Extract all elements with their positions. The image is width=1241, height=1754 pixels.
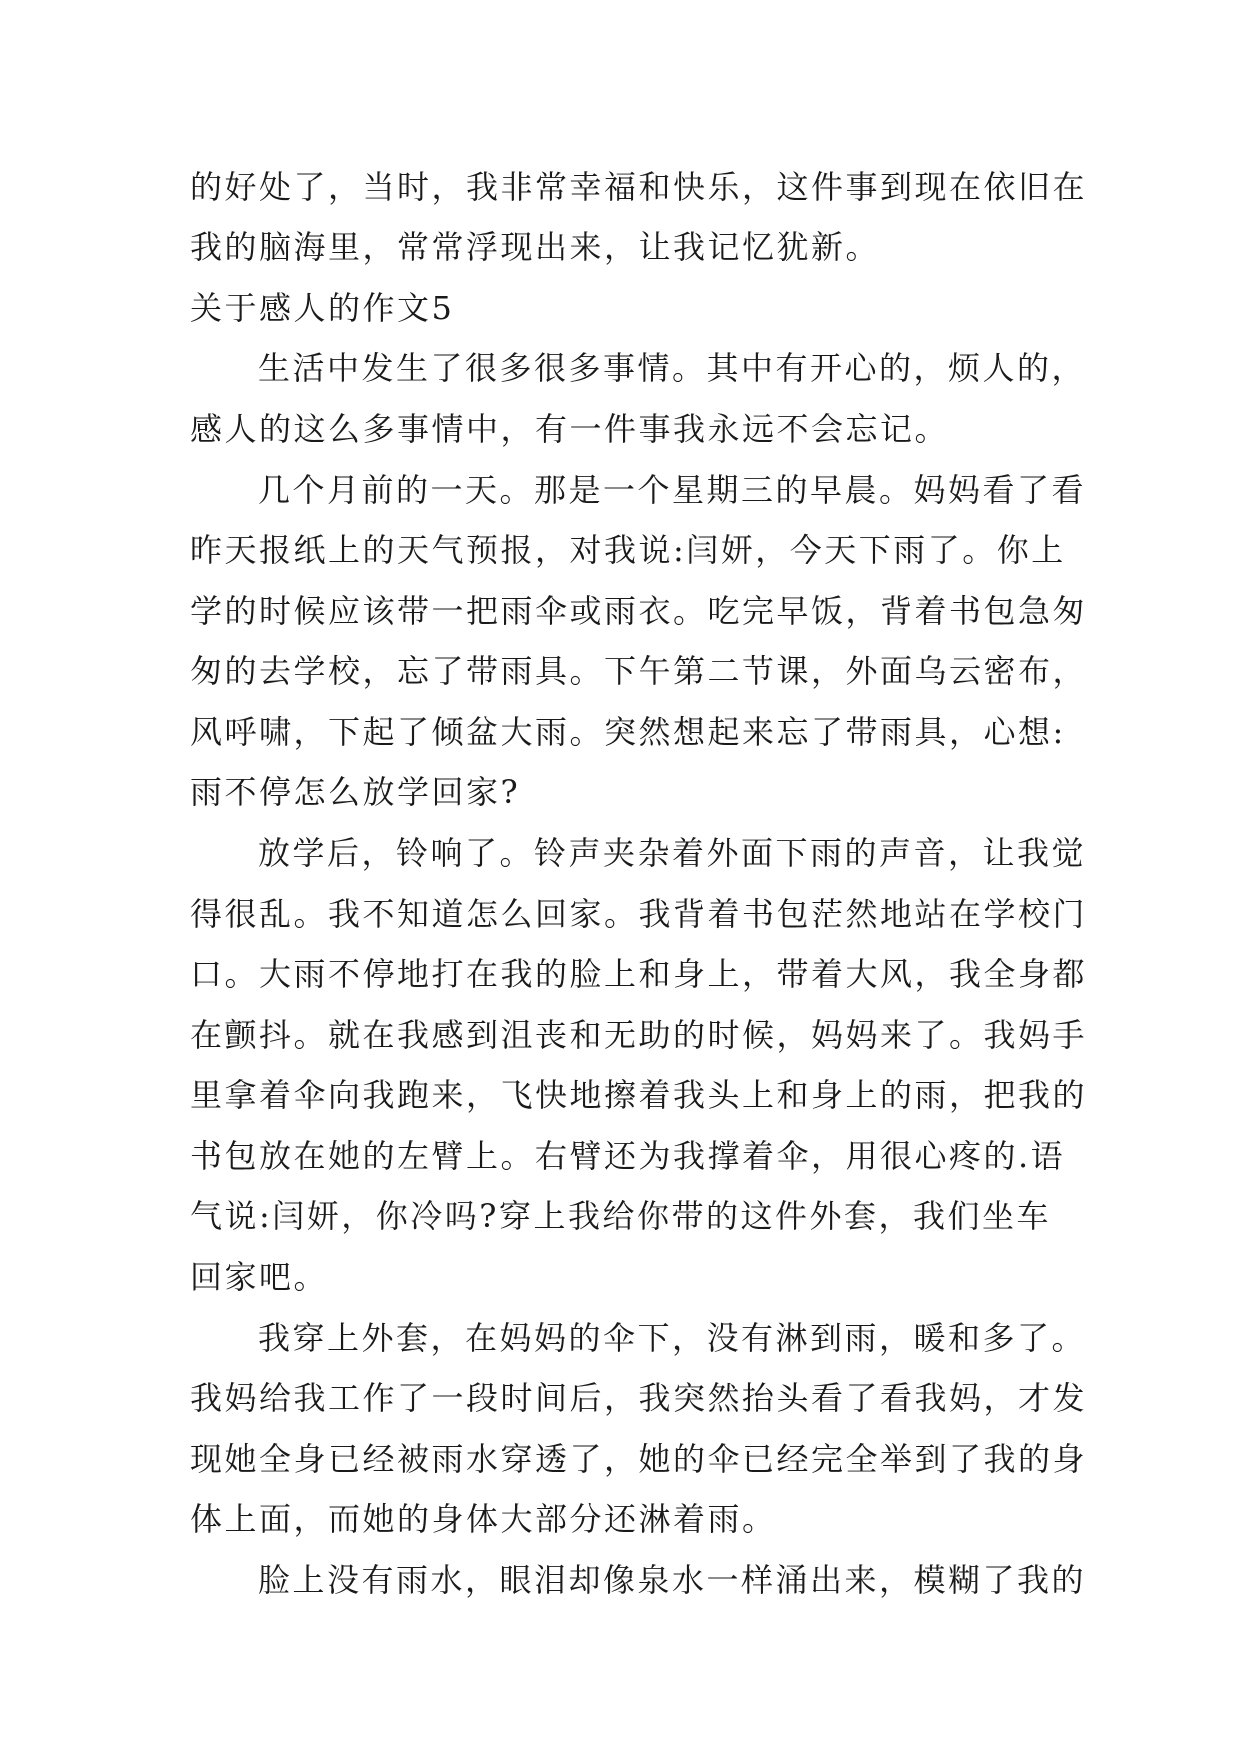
text-line: 书包放在她的左臂上。右臂还为我撑着伞，用很心疼的.语 [190,1137,1066,1175]
text-line: 我妈给我工作了一段时间后，我突然抬头看了看我妈，才发 [190,1379,1088,1417]
text-line: 得很乱。我不知道怎么回家。我背着书包茫然地站在学校门 [190,895,1088,933]
text-line: 我的脑海里，常常浮现出来，让我记忆犹新。 [190,228,881,266]
paragraph-start: 我穿上外套，在妈妈的伞下，没有淋到雨，暖和多了。 [258,1319,1087,1357]
text-line: 气说:闫妍，你冷吗?穿上我给你带的这件外套，我们坐车 [190,1197,1051,1235]
text-line: 风呼啸，下起了倾盆大雨。突然想起来忘了带雨具，心想: [190,713,1066,751]
text-line: 口。大雨不停地打在我的脸上和身上，带着大风，我全身都 [190,955,1088,993]
text-line: 昨天报纸上的天气预报，对我说:闫妍，今天下雨了。你上 [190,531,1066,569]
text-line: 感人的这么多事情中，有一件事我永远不会忘记。 [190,410,950,448]
section-heading: 关于感人的作文5 [190,289,455,327]
text-line: 匆的去学校，忘了带雨具。下午第二节课，外面乌云密布， [190,652,1088,690]
text-line: 雨不停怎么放学回家? [190,773,521,811]
paragraph-start: 脸上没有雨水，眼泪却像泉水一样涌出来，模糊了我的 [258,1561,1087,1599]
paragraph-start: 几个月前的一天。那是一个星期三的早晨。妈妈看了看 [258,471,1087,509]
text-line: 回家吧。 [190,1258,329,1296]
text-line: 现她全身已经被雨水穿透了，她的伞已经完全举到了我的身 [190,1440,1088,1478]
text-line: 的好处了，当时，我非常幸福和快乐，这件事到现在依旧在 [190,168,1088,206]
text-line: 学的时候应该带一把雨伞或雨衣。吃完早饭，背着书包急匆 [190,592,1088,630]
paragraph-start: 放学后，铃响了。铃声夹杂着外面下雨的声音，让我觉 [258,834,1087,872]
text-line: 在颤抖。就在我感到沮丧和无助的时候，妈妈来了。我妈手 [190,1016,1088,1054]
paragraph-start: 生活中发生了很多很多事情。其中有开心的，烦人的， [258,349,1087,387]
text-line: 体上面，而她的身体大部分还淋着雨。 [190,1500,777,1538]
text-line: 里拿着伞向我跑来，飞快地擦着我头上和身上的雨，把我的 [190,1076,1088,1114]
